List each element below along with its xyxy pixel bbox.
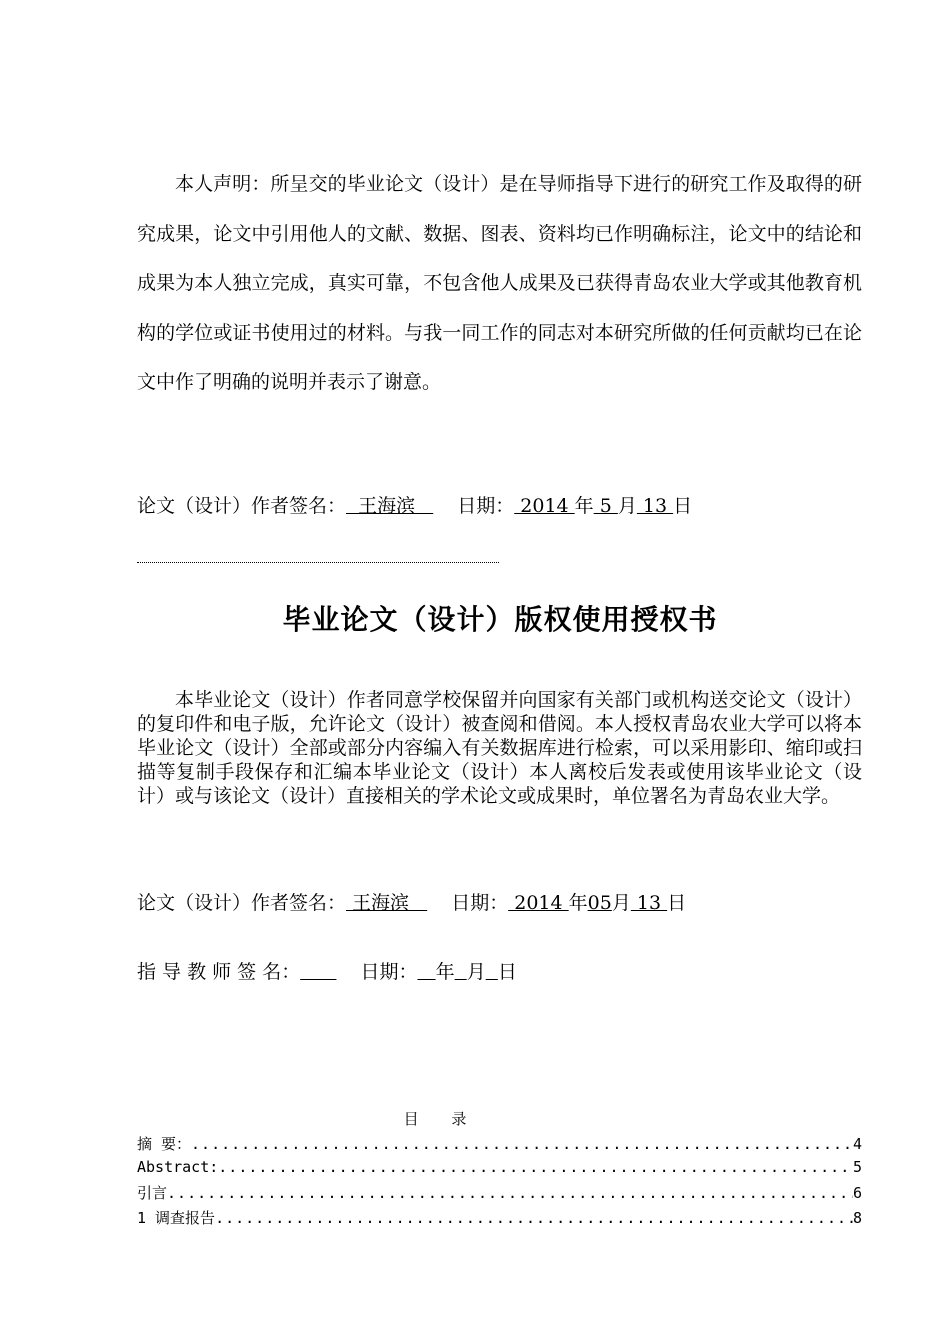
authorization-paragraph: 本毕业论文（设计）作者同意学校保留并向国家有关部门或机构送交论文（设计）的复印件和电子版，允许论文（设计）被查阅和借阅。本人授权青岛农业大学可以将本毕业论文（设计）全部或部分内容编入有关数据库进行检索，可以采用影印、缩印或扫描等复制手段保存和汇编本毕业论文（设计）本人离校后发表或使用该毕业论文（设计）或与该论文（设计）直接相关的学术论文或成果时，单位署名为青岛农业大学。: [137, 689, 862, 807]
date-day: [486, 961, 498, 983]
toc-item[interactable]: [137, 1207, 862, 1232]
page-title: 毕业论文（设计）版权使用授权书: [282, 603, 718, 636]
date-day: 13: [630, 892, 668, 914]
toc-item-label: 1 调查报告: [137, 1208, 216, 1227]
date-label: 日期：: [451, 892, 509, 914]
date-day: 13: [636, 495, 674, 517]
section-divider: [137, 562, 499, 563]
author-name: 王海滨: [346, 892, 428, 914]
date-label: 日期：: [457, 495, 515, 517]
toc-leader: [218, 1158, 853, 1176]
toc-item-label: Abstract:: [137, 1157, 219, 1176]
year-unit: 年: [568, 892, 588, 914]
day-unit: 日: [497, 961, 517, 983]
toc-leader: [191, 1135, 853, 1153]
signature-label: 论文（设计）作者签名：: [137, 495, 347, 517]
signature-label: 论文（设计）作者签名：: [137, 892, 347, 914]
toc-title: 目 录: [403, 1110, 481, 1128]
advisor-signature-line: [137, 957, 517, 984]
declaration-paragraph: 本人声明：所呈交的毕业论文（设计）是在导师指导下进行的研究工作及取得的研究成果，论文中引用他人的文献、数据、图表、资料均已作明确标注，论文中的结论和成果为本人独立完成，真实可靠，不包含他人成果及已获得青岛农业大学或其他教育机构的学位或证书使用过的材料。与我一同工作的同志对本研究所做的任何贡献均已在论文中作了明确的说明并表示了谢意。: [137, 173, 862, 393]
toc-item-page: 5: [852, 1157, 862, 1176]
date-year: 2014: [508, 892, 569, 914]
date-year: 2014: [514, 495, 575, 517]
date-month: [455, 961, 467, 983]
date-label: 日期：: [360, 961, 418, 983]
toc-leader: [167, 1184, 853, 1202]
toc-item[interactable]: [137, 1182, 862, 1207]
toc-item-page: 8: [852, 1208, 862, 1227]
toc-item-label: 摘 要：: [137, 1135, 192, 1153]
table-of-contents: [137, 1133, 862, 1231]
day-unit: 日: [673, 495, 693, 517]
month-unit: 月: [617, 495, 637, 517]
toc-item[interactable]: [137, 1133, 862, 1158]
year-unit: 年: [435, 961, 455, 983]
author-signature-line-1: [137, 491, 692, 518]
toc-item[interactable]: [137, 1158, 862, 1183]
date-month: 05: [587, 892, 612, 914]
date-year: [417, 961, 435, 983]
author-name: 王海滨: [346, 495, 434, 517]
date-month: 5: [593, 495, 618, 517]
toc-item-label: 引言: [137, 1184, 168, 1202]
author-signature-line-2: [137, 888, 686, 915]
toc-item-page: 4: [852, 1135, 862, 1153]
year-unit: 年: [574, 495, 594, 517]
advisor-name: [300, 961, 336, 983]
toc-item-page: 6: [852, 1184, 862, 1202]
month-unit: 月: [611, 892, 631, 914]
toc-leader: [215, 1209, 853, 1227]
month-unit: 月: [466, 961, 486, 983]
day-unit: 日: [667, 892, 687, 914]
advisor-label: 指 导 教 师 签 名：: [137, 961, 301, 983]
